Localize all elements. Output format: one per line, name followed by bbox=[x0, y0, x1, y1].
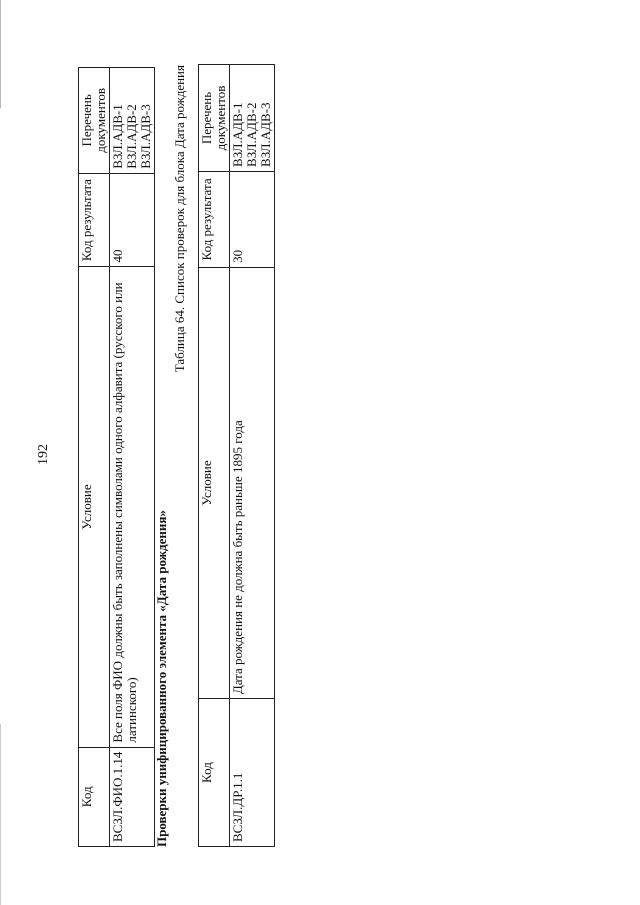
document-item: ВЗЛ.АДВ-3 bbox=[138, 104, 153, 169]
document-item: ВЗЛ.АДВ-2 bbox=[124, 104, 139, 169]
table-caption: Таблица 64. Список проверок для блока Дата рождения bbox=[172, 65, 187, 373]
header-condition: Условие bbox=[199, 267, 230, 698]
header-code: Код bbox=[79, 747, 110, 846]
section-heading: Проверки унифицированного элемента «Дата рождения» bbox=[154, 510, 169, 847]
cell-documents bbox=[110, 68, 155, 174]
cell-code: ВСЗЛ.ДР.1.1 bbox=[230, 699, 275, 847]
table-header-row bbox=[199, 65, 230, 847]
header-documents: Перечень документов bbox=[199, 65, 230, 172]
cell-condition: Дата рождения не должна быть раньше 1895 года bbox=[230, 267, 275, 698]
cell-code: ВСЗЛ.ФИО.1.14 bbox=[110, 747, 155, 846]
cell-condition: Все поля ФИО должны быть заполнены символами одного алфавита (русского или латинского) bbox=[110, 267, 155, 747]
cell-result-code: 40 bbox=[110, 173, 155, 267]
page-number: 192 bbox=[36, 444, 51, 465]
table-header-row bbox=[79, 68, 110, 847]
table-birthdate-checks bbox=[198, 64, 275, 847]
header-condition: Условие bbox=[79, 267, 110, 747]
table-fio-checks bbox=[78, 67, 155, 847]
header-result-code: Код результата bbox=[199, 171, 230, 267]
document-item: ВЗЛ.АДВ-3 bbox=[258, 102, 273, 167]
document-item: ВЗЛ.АДВ-1 bbox=[230, 102, 245, 167]
cell-documents bbox=[230, 65, 275, 172]
table-row bbox=[110, 68, 155, 847]
cell-result-code: 30 bbox=[230, 171, 275, 267]
document-item: ВЗЛ.АДВ-1 bbox=[110, 104, 125, 169]
header-code: Код bbox=[199, 699, 230, 847]
table-row bbox=[230, 65, 275, 847]
document-item: ВЗЛ.АДВ-2 bbox=[244, 102, 259, 167]
header-documents: Перечень документов bbox=[79, 68, 110, 174]
header-result-code: Код результата bbox=[79, 173, 110, 267]
